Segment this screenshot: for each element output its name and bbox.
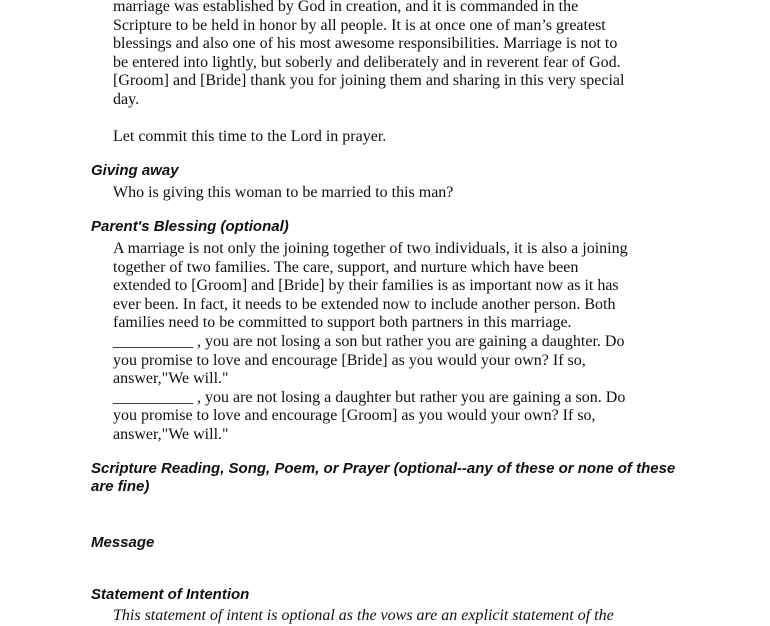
intro-line: be entered into lightly, but soberly and deliberately and in reverent fear of God. bbox=[113, 53, 621, 71]
scripture-heading-line: are fine) bbox=[91, 478, 150, 495]
prayer-line: Let commit this time to the Lord in prayer. bbox=[113, 128, 387, 145]
blessing-line: together of two families. The care, support, and nurture which have been bbox=[113, 258, 579, 276]
giving-away-text bbox=[113, 184, 453, 203]
statement-heading: Statement of Intention bbox=[91, 586, 250, 603]
statement-line: This statement of intent is optional as the vows are an explicit statement of the bbox=[113, 607, 614, 624]
statement-text bbox=[113, 607, 614, 626]
intro-line: day. bbox=[113, 90, 140, 108]
blessing-line: ever been. In fact, it needs to be extended now to include another person. Both bbox=[113, 295, 616, 313]
scripture-heading-line: Scripture Reading, Song, Poem, or Prayer (optional--any of these or none of these bbox=[91, 460, 676, 477]
blessing-line: extended to [Groom] and [Bride] by their families is as important now as it has bbox=[113, 277, 619, 295]
parents-blessing-paragraph bbox=[113, 240, 628, 445]
intro-paragraph bbox=[113, 0, 624, 110]
blessing-line: you promise to love and encourage [Groom] as you would your own? If so, bbox=[113, 407, 596, 425]
giving-away-heading: Giving away bbox=[91, 162, 179, 179]
parents-blessing-heading: Parent's Blessing (optional) bbox=[91, 218, 289, 235]
intro-line: marriage was established by God in creation, and it is commanded in the bbox=[113, 0, 579, 15]
blessing-line: you promise to love and encourage [Bride] as you would your own? If so, bbox=[113, 351, 586, 369]
intro-line: [Groom] and [Bride] thank you for joining them and sharing in this very special bbox=[113, 72, 625, 90]
blessing-line: families need to be committed to support both partners in this marriage. bbox=[113, 314, 572, 332]
prayer-text bbox=[113, 128, 386, 147]
intro-line: Scripture to be held in honor by all people. It is at once one of man’s greatest bbox=[113, 16, 606, 34]
scripture-heading bbox=[91, 460, 675, 496]
blessing-line: __________ , you are not losing a son but rather you are gaining a daughter. Do bbox=[113, 332, 625, 350]
giving-away-line: Who is giving this woman to be married to this man? bbox=[113, 184, 454, 201]
message-heading: Message bbox=[91, 534, 155, 551]
blessing-line: A marriage is not only the joining together of two individuals, it is also a joining bbox=[113, 240, 628, 257]
intro-line: blessings and also one of his most awesome responsibilities. Marriage is not to bbox=[113, 35, 618, 53]
blessing-line: answer,"We will." bbox=[113, 370, 229, 388]
blessing-line: __________ , you are not losing a daughter but rather you are gaining a son. Do bbox=[113, 388, 626, 406]
blessing-line: answer,"We will." bbox=[113, 425, 229, 443]
